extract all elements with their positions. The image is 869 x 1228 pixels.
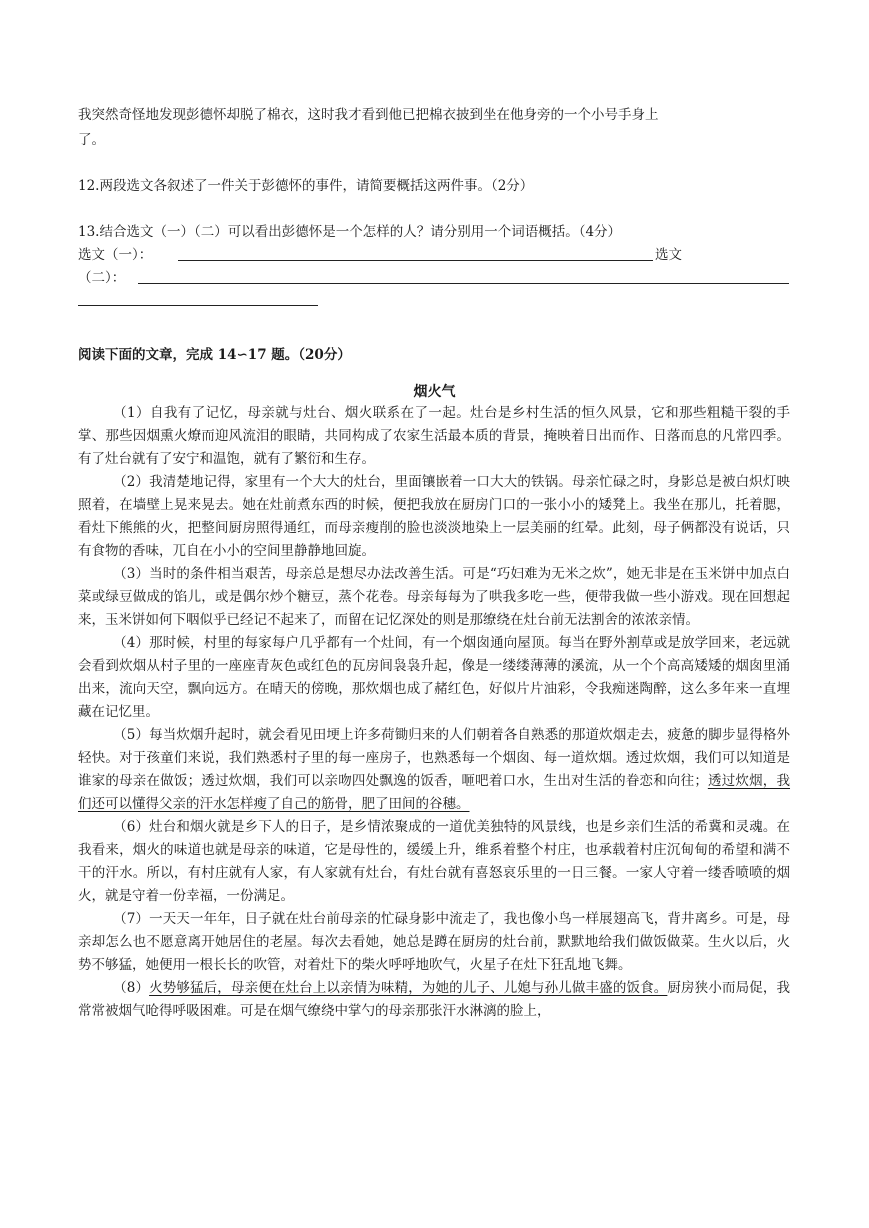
carryover-line-1: 我突然奇怪地发现彭德怀却脱了棉衣，这时我才看到他已把棉衣披到坐在他身旁的一个小号手身上 bbox=[78, 107, 659, 123]
answer-blank-1[interactable] bbox=[178, 260, 653, 261]
paragraph-6: （6）灶台和烟火就是乡下人的日子，是乡情浓聚成的一道优美独特的风景线，也是乡亲们生活的希冀和灵魂。在我看来，烟火的味道也就是母亲的味道，它是母性的，缓缓上升，维系着整个村庄，也承载着村庄沉甸甸的希望和满不干的汗水。所以，有村庄就有人家，有人家就有灶台，有灶台就有喜怒哀乐里的一日三餐。一家人守着一缕香喷喷的烟火，就是守着一份幸福，一份满足。 bbox=[78, 819, 790, 904]
paragraph-4: （4）那时候，村里的每家每户几乎都有一个灶间，有一个烟囱通向屋顶。每当在野外割草或是放学回来，老远就会看到炊烟从村子里的一座座青灰色或红色的瓦房间袅袅升起，像是一缕缕薄薄的溪流，从一个个高高矮矮的烟囱里涌出来，流向天空，飘向远方。在晴天的傍晚，那炊烟也成了赭红色，好似片片油彩，令我痴迷陶醉，这么多年来一直埋藏在记忆里。 bbox=[78, 635, 790, 720]
carryover-line-2: 了。 bbox=[78, 132, 105, 148]
paragraph-8-underlined: 火势够猛后，母亲便在灶台上以亲情为味精，为她的儿子、儿媳与孙儿做丰盛的饭食。 bbox=[149, 980, 668, 996]
answer-label-2b: （二）： bbox=[78, 270, 126, 286]
answer-blank-2-continued[interactable] bbox=[78, 305, 318, 306]
paragraph-1: （1）自我有了记忆，母亲就与灶台、烟火联系在了一起。灶台是乡村生活的恒久风景，它和那些粗糙干裂的手掌、那些因烟熏火燎而迎风流泪的眼睛，共同构成了农家生活最本质的背景，掩映着日出而作、日落而息的凡常四季。有了灶台就有了安宁和温饱，就有了繁衍和生存。 bbox=[78, 405, 790, 467]
question-13: 13.结合选文（一）（二）可以看出彭德怀是一个怎样的人？请分别用一个词语概括。（4分） bbox=[78, 224, 622, 240]
paragraph-5-text: （5）每当炊烟升起时，就会看见田埂上许多荷锄归来的人们朝着各自熟悉的那道炊烟走去，疲惫的脚步显得格外轻快。对于孩童们来说，我们熟悉村子里的每一座房子，也熟悉每一个烟囱、每一道炊烟。透过炊烟，我们可以知道是谁家的母亲在做饭；透过炊烟，我们可以亲吻四处飘逸的饭香，咂吧着口水，生出对生活的眷恋和向往； bbox=[78, 727, 790, 789]
paragraph-7: （7）一天天一年年，日子就在灶台前母亲的忙碌身影中流走了，我也像小鸟一样展翅高飞，背井离乡。可是，母亲却怎么也不愿意离开她居住的老屋。每次去看她，她总是蹲在厨房的灶台前，默默地给我们做饭做菜。生火以后，火势不够猛，她便用一根长长的吹管，对着灶下的柴火呼呼地吹气，火星子在灶下狂乱地飞舞。 bbox=[78, 911, 790, 973]
paragraph-5 bbox=[78, 724, 790, 816]
section-heading: 阅读下面的文章，完成 14∽17 题。（20分） bbox=[78, 347, 351, 363]
question-12: 12.两段选文各叙述了一件关于彭德怀的事件，请简要概括这两件事。（2分） bbox=[78, 178, 534, 194]
paragraph-2: （2）我清楚地记得，家里有一个大大的灶台，里面镶嵌着一口大大的铁锅。母亲忙碌之时，身影总是被白炽灯映照着，在墙壁上晃来晃去。她在灶前煮东西的时候，便把我放在厨房门口的一张小小的矮凳上。我坐在那儿，托着腮，看灶下熊熊的火，把整间厨房照得通红，而母亲瘦削的脸也淡淡地染上一层美丽的红晕。此刻，母子俩都没有说话，只有食物的香味，兀自在小小的空间里静静地回旋。 bbox=[78, 474, 790, 559]
answer-label-1: 选文（一）： bbox=[78, 247, 153, 263]
answer-label-2a: 选文 bbox=[655, 247, 682, 263]
paragraph-8-number: （8） bbox=[113, 980, 150, 996]
article-body bbox=[78, 402, 790, 1023]
paragraph-8 bbox=[78, 977, 790, 1023]
answer-blank-2[interactable] bbox=[138, 283, 789, 284]
paragraph-5-underlined: 透过炊烟，我们还可以懂得父亲的汗水怎样瘦了自己的筋骨，肥了田间的谷穗。 bbox=[78, 773, 791, 812]
paragraph-8-text: 厨房狭小而局促，我常常被烟气呛得呼吸困难。可是在烟气缭绕中掌勺的母亲那张汗水淋漓的脸上， bbox=[78, 980, 791, 1019]
paragraph-3: （3）当时的条件相当艰苦，母亲总是想尽办法改善生活。可是“巧妇难为无米之炊”，她无非是在玉米饼中加点白菜或绿豆做成的馅儿，或是偶尔炒个糖豆，蒸个花卷。母亲每每为了哄我多吃一些，便带我做一些小游戏。现在回想起来，玉米饼如何下咽似乎已经记不起来了，而留在记忆深处的则是那缭绕在灶台前无法割舍的浓浓亲情。 bbox=[78, 566, 790, 628]
article-title: 烟火气 bbox=[413, 384, 456, 400]
